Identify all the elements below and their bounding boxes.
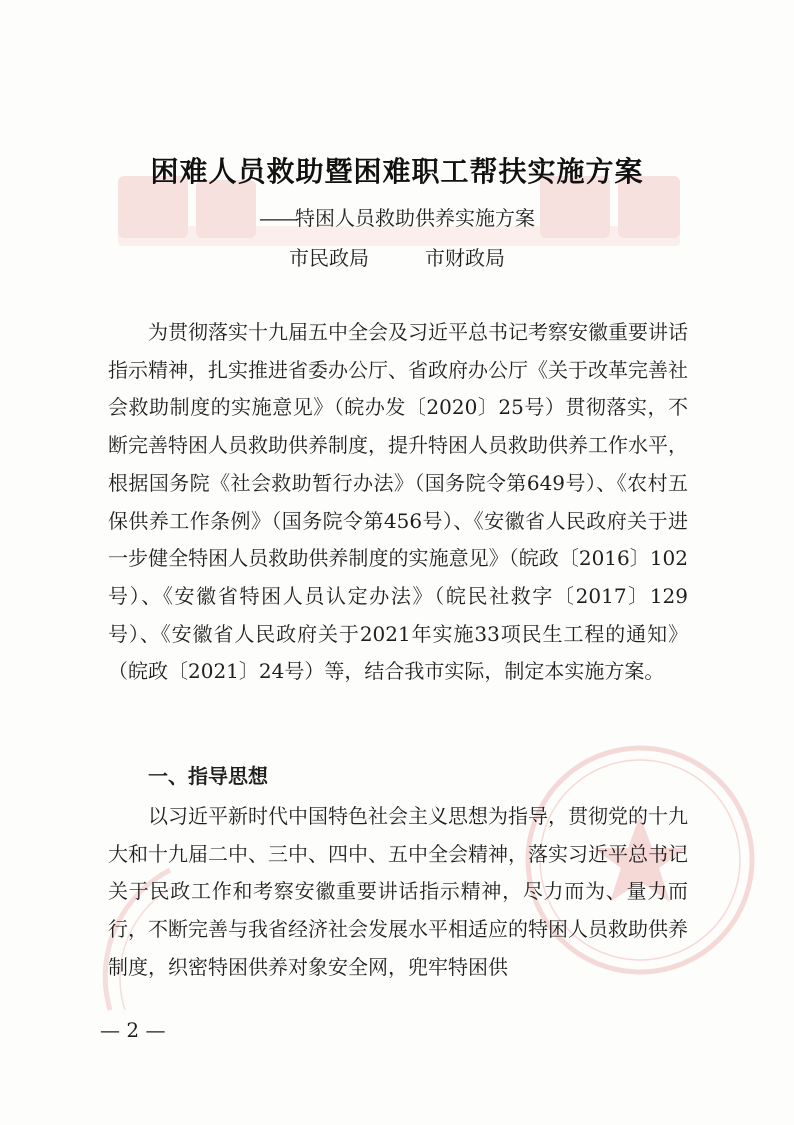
subtitle-dash: ——	[259, 206, 295, 230]
author-civil-affairs: 市民政局	[289, 246, 369, 270]
author-finance: 市财政局	[425, 246, 505, 270]
section-heading-guiding-ideology: 一、指导思想	[148, 764, 268, 788]
guiding-ideology-paragraph: 以习近平新时代中国特色社会主义思想为指导，贯彻党的十九大和十九届二中、三中、四中、五中全会精神，落实习近平总书记关于民政工作和考察安徽重要讲话指示精神，尽力而为、量力而行，不断完善与我省经济社会发展水平相适应的特困人员救助供养制度，织密特困供养对象安全网，兜牢特困供	[108, 804, 688, 979]
intro-paragraph: 为贯彻落实十九届五中全会及习近平总书记考察安徽重要讲话指示精神，扎实推进省委办公厅、省政府办公厅《关于改革完善社会救助制度的实施意见》（皖办发〔2020〕25号）贯彻落实，不断完善特困人员救助供养制度，提升特困人员救助供养工作水平，根据国务院《社会救助暂行办法》（国务院令第649号）、《农村五保供养工作条例》（国务院令第456号）、《安徽省人民政府关于进一步健全特困人员救助供养制度的实施意见》（皖政〔2016〕102号）、《安徽省特困人员认定办法》（皖民社救字〔2017〕129号）、《安徽省人民政府关于2021年实施33项民生工程的通知》（皖政〔2021〕24号）等，结合我市实际，制定本实施方案。	[108, 320, 688, 684]
document-subtitle	[0, 202, 794, 231]
page-number: — 2 —	[100, 1018, 166, 1042]
issuing-departments	[0, 242, 794, 271]
document-title: 困难人员救助暨困难职工帮扶实施方案	[150, 155, 644, 188]
subtitle-text: 特困人员救助供养实施方案	[295, 206, 535, 230]
